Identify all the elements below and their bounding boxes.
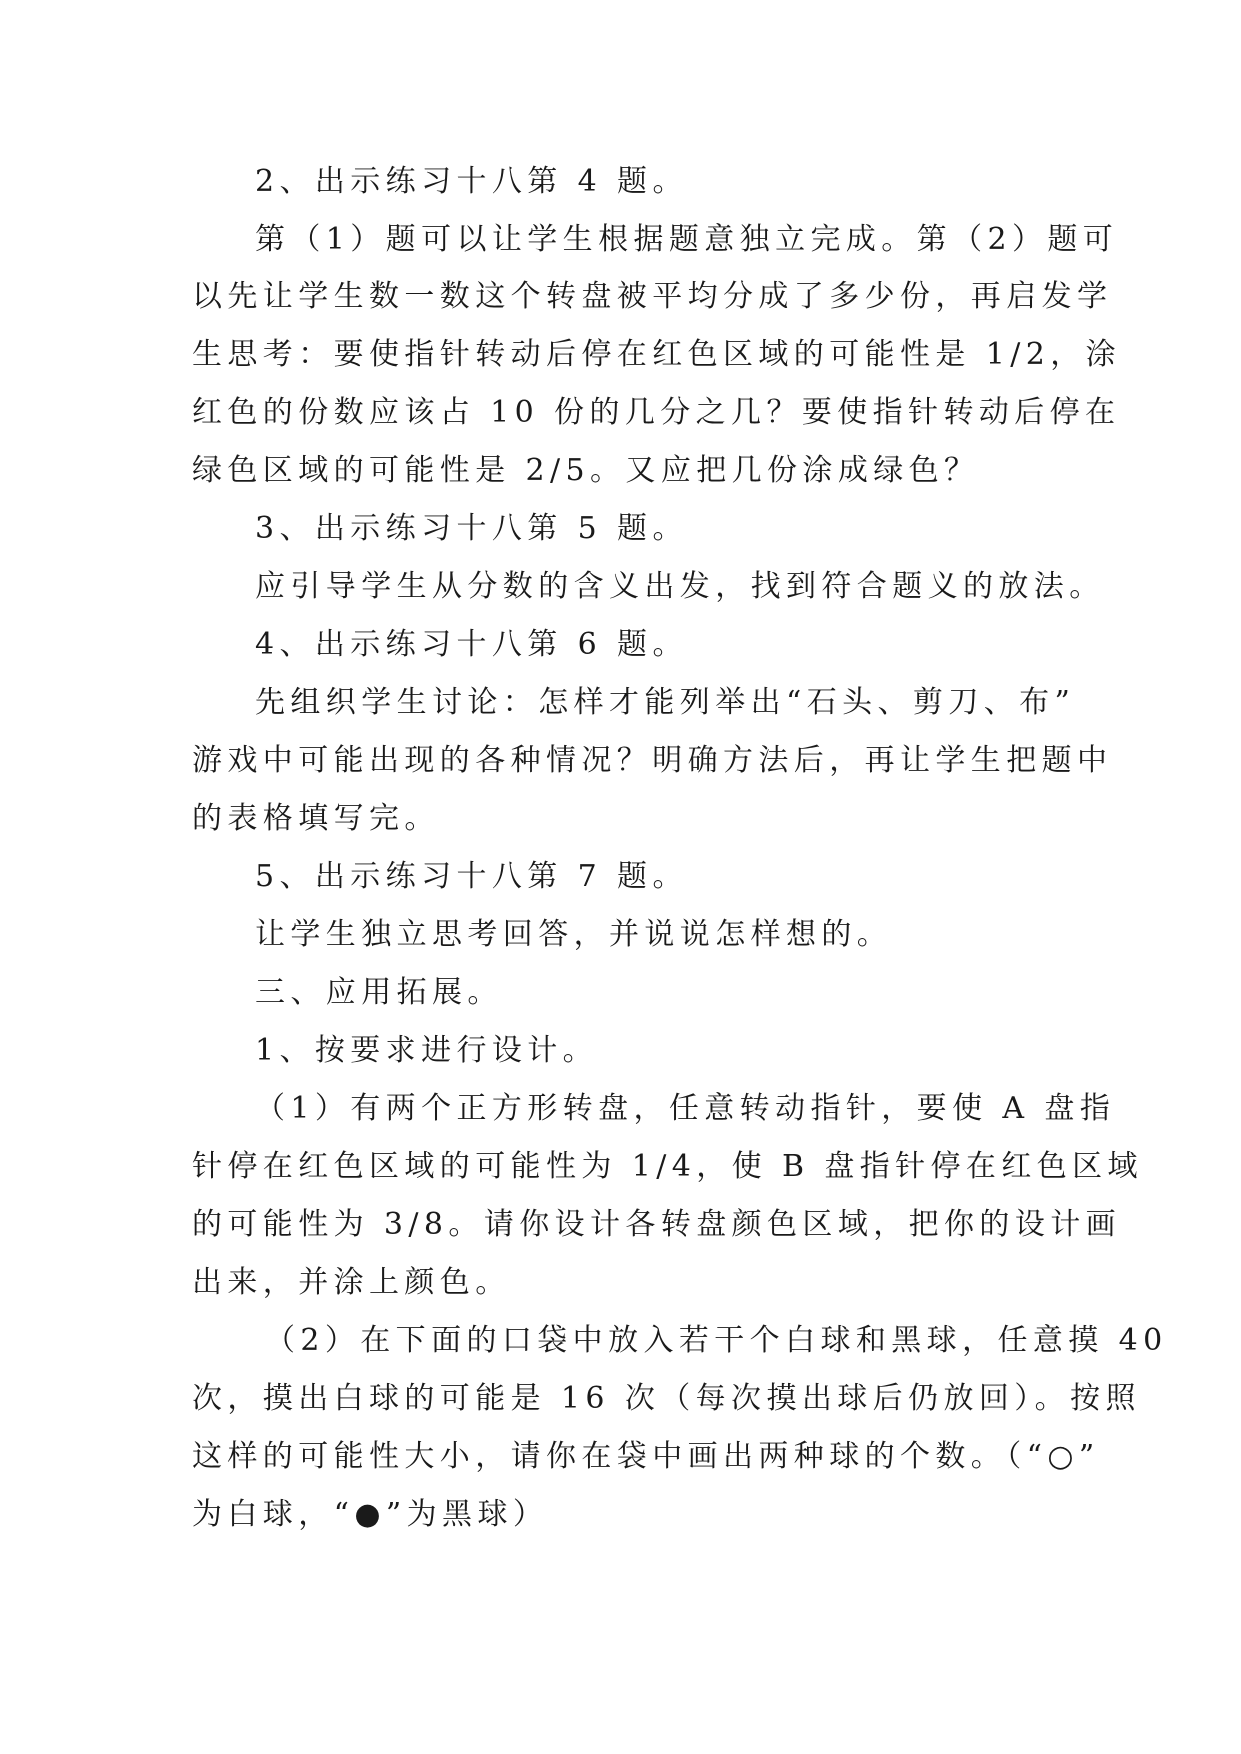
item-3-heading: 3、出示练习十八第 5 题。 — [255, 511, 688, 546]
item-2-heading: 2、出示练习十八第 4 题。 — [255, 164, 688, 199]
paragraph-line: 让学生独立思考回答，并说说怎样想的。 — [255, 917, 893, 952]
paragraph-line: 次，摸出白球的可能是 16 次（每次摸出球后仍放回）。按照 — [192, 1381, 1141, 1416]
paragraph-line: 游戏中可能出现的各种情况？明确方法后，再让学生把题中 — [192, 743, 1113, 778]
paragraph-line: 的表格填写完。 — [192, 801, 440, 836]
paragraph-line: 红色的份数应该占 10 份的几分之几？要使指针转动后停在 — [192, 395, 1121, 430]
paragraph-line: （1）有两个正方形转盘，任意转动指针，要使 A 盘指 — [255, 1091, 1116, 1126]
paragraph-line: 绿色区域的可能性是 2/5。又应把几份涂成绿色？ — [192, 453, 980, 488]
paragraph-line: 第（1）题可以让学生根据题意独立完成。第（2）题可 — [255, 222, 1119, 257]
paragraph-line: 生思考：要使指针转动后停在红色区域的可能性是 1/2，涂 — [192, 337, 1122, 372]
paragraph-line: （2）在下面的口袋中放入若干个白球和黑球，任意摸 40 — [265, 1323, 1168, 1358]
section-heading: 三、应用拓展。 — [255, 975, 503, 1010]
paragraph-line: 的可能性为 3/8。请你设计各转盘颜色区域，把你的设计画 — [192, 1207, 1122, 1242]
paragraph-line: 为白球，“●”为黑球） — [192, 1497, 549, 1532]
item-1-heading: 1、按要求进行设计。 — [255, 1033, 599, 1068]
paragraph-line: 出来，并涂上颜色。 — [192, 1265, 511, 1300]
paragraph-line: 以先让学生数一数这个转盘被平均分成了多少份，再启发学 — [192, 279, 1113, 314]
item-4-heading: 4、出示练习十八第 6 题。 — [255, 627, 688, 662]
item-5-heading: 5、出示练习十八第 7 题。 — [255, 859, 688, 894]
paragraph-line: 应引导学生从分数的含义出发，找到符合题义的放法。 — [255, 569, 1105, 604]
paragraph-line: 先组织学生讨论：怎样才能列举出“石头、剪刀、布” — [255, 685, 1076, 720]
paragraph-line: 这样的可能性大小，请你在袋中画出两种球的个数。（“○” — [192, 1439, 1100, 1474]
paragraph-line: 针停在红色区域的可能性为 1/4，使 B 盘指针停在红色区域 — [192, 1149, 1143, 1184]
